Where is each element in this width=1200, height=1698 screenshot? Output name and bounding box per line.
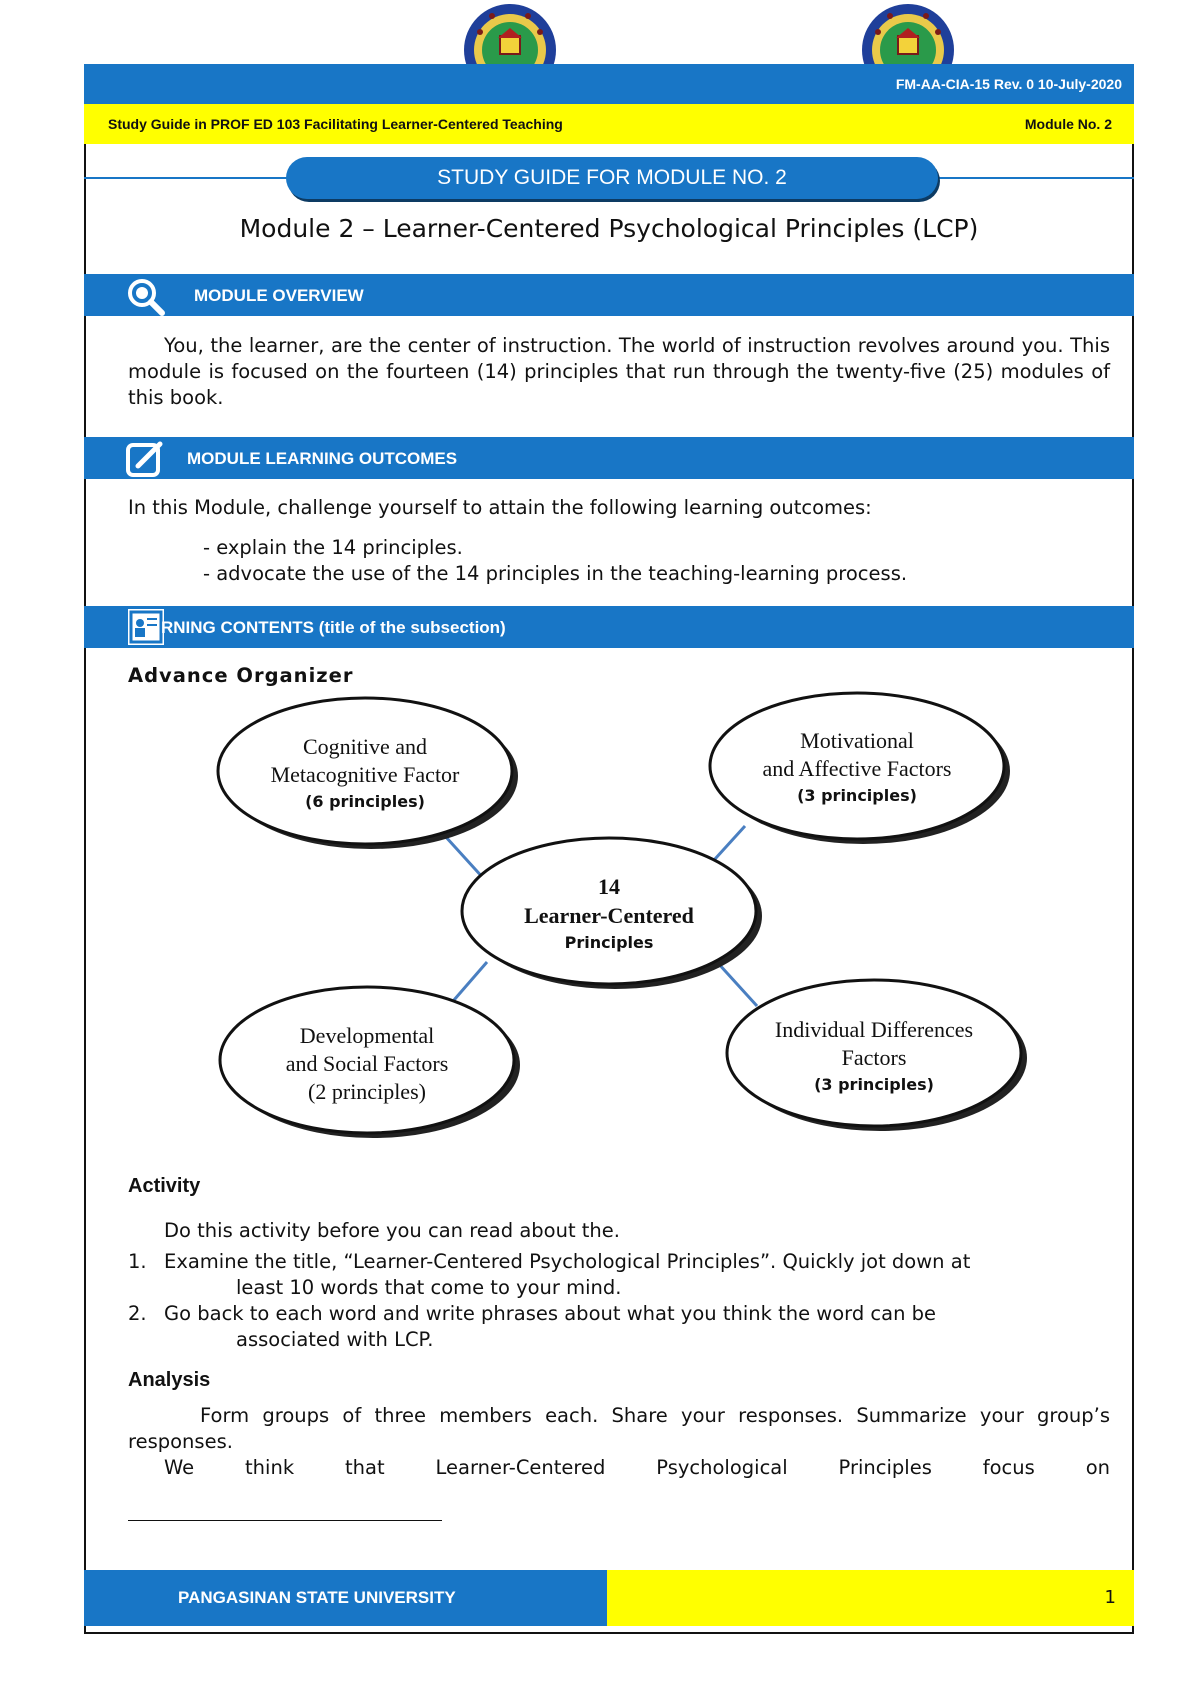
node-cognitive-line1: Cognitive and [302,734,428,759]
node-individual-line3: (3 principles) [814,1075,934,1094]
answer-blank-line [128,1520,442,1521]
activity-item-line: Go back to each word and write phrases about what you think the word can be [164,1302,937,1325]
node-developmental-line3: (2 principles) [308,1079,426,1104]
section-contents-heading: RNING CONTENTS (title of the subsection) [161,618,506,637]
node-cognitive-text [225,733,505,815]
analysis-heading: Analysis [128,1369,211,1391]
activity-item-number: 1. [128,1250,147,1273]
footer-yellow-bar [607,1570,1134,1626]
analysis-prompt: We think that Learner-Centered Psychological Principles focus on [164,1456,1110,1479]
node-center-text [469,872,749,956]
node-motivational-text [717,727,997,809]
page-number: 1 [1104,1587,1116,1608]
node-developmental-line1: Developmental [299,1023,435,1048]
form-code: FM-AA-CIA-15 Rev. 0 10-July-2020 [895,76,1122,92]
study-guide-title: Study Guide in PROF ED 103 Facilitating Learner-Centered Teaching [108,116,563,132]
study-guide-pill: STUDY GUIDE FOR MODULE NO. 2 [286,157,938,199]
university-name: PANGASINAN STATE UNIVERSITY [178,1588,456,1607]
node-cognitive-line3: (6 principles) [305,792,425,811]
advance-organizer-title: Advance Organizer [128,664,354,687]
section-outcomes-heading: MODULE LEARNING OUTCOMES [187,449,458,468]
module-number: Module No. 2 [1024,116,1112,132]
node-cognitive-line2: Metacognitive Factor [270,762,460,787]
footer-blue-bar [84,1570,607,1626]
node-individual-line1: Individual Differences [774,1017,974,1042]
activity-item-number: 2. [128,1302,147,1325]
module-title: Module 2 – Learner-Centered Psychological Principles (LCP) [239,214,979,243]
node-center-line1: 14 [598,874,620,899]
node-motivational-line1: Motivational [800,728,914,753]
overview-text: You, the learner, are the center of instruction. The world of instruction revolves around you. This module is focused on the fourteen (14) principles that run through the twenty-five (25) modules of this book. [128,334,1110,409]
node-individual-line2: Factors [841,1045,907,1070]
outcome-item: - explain the 14 principles. [203,536,463,559]
node-developmental-line2: and Social Factors [285,1051,449,1076]
activity-item-line: Examine the title, “Learner-Centered Psychological Principles”. Quickly jot down at [164,1250,971,1273]
node-motivational-line3: (3 principles) [797,786,917,805]
activity-intro: Do this activity before you can read about the. [164,1219,620,1242]
analysis-text: Form groups of three members each. Share your responses. Summarize your group’s responses. [128,1404,1110,1453]
activity-item-line: least 10 words that come to your mind. [236,1276,622,1299]
outcomes-intro: In this Module, challenge yourself to attain the following learning outcomes: [128,496,872,519]
node-individual-text [734,1016,1014,1098]
node-motivational-line2: and Affective Factors [762,756,952,781]
connector-bottom-left [454,962,487,1000]
activity-item-line: associated with LCP. [236,1328,434,1351]
outcome-item: - advocate the use of the 14 principles in the teaching-learning process. [203,562,908,585]
connector-bottom-right [717,962,757,1006]
activity-heading: Activity [128,1175,201,1197]
node-center-line2: Learner-Centered [524,903,694,928]
section-overview-heading: MODULE OVERVIEW [194,286,364,305]
node-developmental-text [227,1022,507,1106]
node-center-line3: Principles [564,933,654,952]
